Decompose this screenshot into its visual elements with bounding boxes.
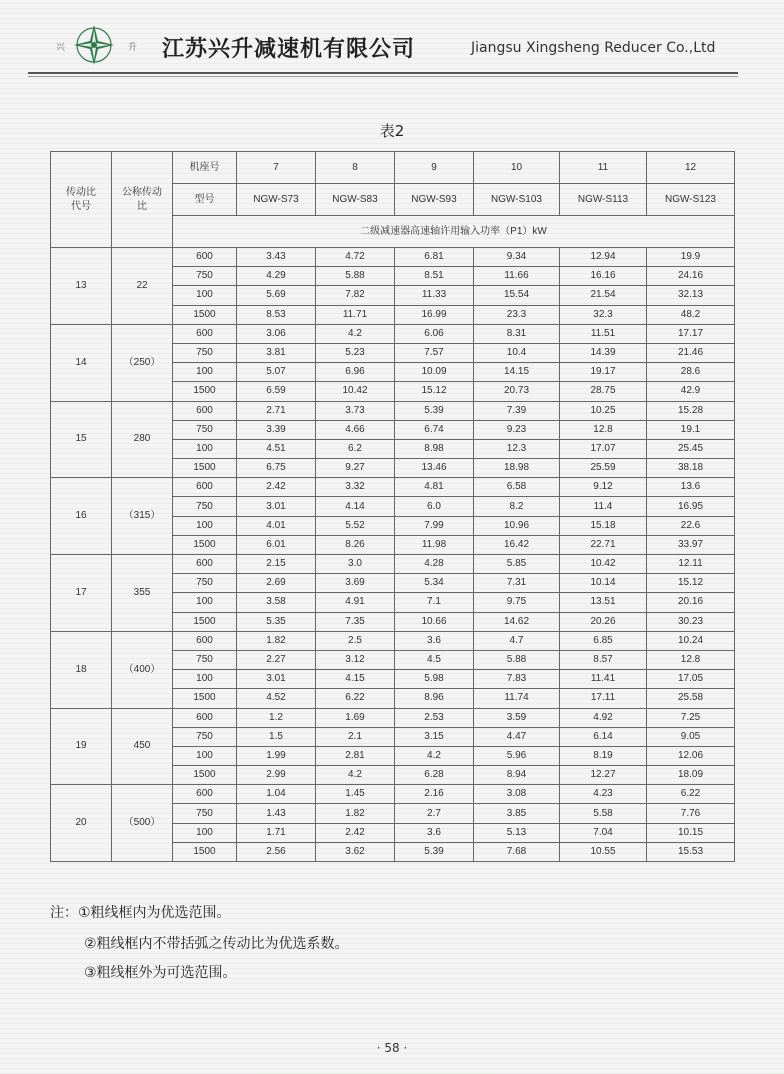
power-value-cell: 9.34 [474, 248, 560, 267]
speed-cell: 600 [173, 248, 237, 267]
power-value-cell: 6.01 [237, 535, 316, 554]
power-value-cell: 12.8 [560, 420, 647, 439]
power-value-cell: 5.58 [560, 804, 647, 823]
power-value-cell: 20.16 [647, 593, 735, 612]
power-value-cell: 2.71 [237, 401, 316, 420]
note-2: ②粗线框内不带括弧之传动比为优选系数。 [84, 936, 349, 952]
model-name: NGW-S123 [647, 184, 735, 216]
power-value-cell: 17.11 [560, 689, 647, 708]
power-value-cell: 11.41 [560, 670, 647, 689]
power-value-cell: 18.09 [647, 766, 735, 785]
power-value-cell: 5.88 [316, 267, 395, 286]
power-value-cell: 18.98 [474, 459, 560, 478]
power-value-cell: 7.1 [395, 593, 474, 612]
power-value-cell: 15.54 [474, 286, 560, 305]
power-value-cell: 8.19 [560, 746, 647, 765]
table-row [51, 555, 735, 574]
power-value-cell: 17.07 [560, 439, 647, 458]
speed-cell: 750 [173, 727, 237, 746]
seat-number: 9 [395, 152, 474, 184]
power-value-cell: 4.2 [316, 324, 395, 343]
power-value-cell: 6.2 [316, 439, 395, 458]
power-value-cell: 6.28 [395, 766, 474, 785]
power-value-cell: 3.59 [474, 708, 560, 727]
logo-char-left: 兴 [56, 43, 66, 53]
seat-number: 11 [560, 152, 647, 184]
power-value-cell: 6.85 [560, 631, 647, 650]
power-value-cell: 20.73 [474, 382, 560, 401]
power-value-cell: 11.51 [560, 324, 647, 343]
nominal-ratio-cell: 355 [112, 555, 173, 632]
power-value-cell: 6.81 [395, 248, 474, 267]
power-value-cell: 13.6 [647, 478, 735, 497]
power-value-cell: 3.15 [395, 727, 474, 746]
power-value-cell: 32.3 [560, 305, 647, 324]
power-value-cell: 3.06 [237, 324, 316, 343]
power-value-cell: 1.71 [237, 823, 316, 842]
power-value-cell: 2.16 [395, 785, 474, 804]
power-value-cell: 5.85 [474, 555, 560, 574]
power-value-cell: 38.18 [647, 459, 735, 478]
power-value-cell: 16.99 [395, 305, 474, 324]
power-value-cell: 6.75 [237, 459, 316, 478]
power-value-cell: 23.3 [474, 305, 560, 324]
power-value-cell: 15.28 [647, 401, 735, 420]
speed-cell: 600 [173, 631, 237, 650]
power-value-cell: 21.46 [647, 343, 735, 362]
power-value-cell: 8.94 [474, 766, 560, 785]
nominal-ratio-cell: （500） [112, 785, 173, 862]
speed-cell: 750 [173, 650, 237, 669]
power-table [50, 151, 735, 862]
power-value-cell: 32.13 [647, 286, 735, 305]
table-row [51, 708, 735, 727]
power-value-cell: 22.6 [647, 516, 735, 535]
power-value-cell: 3.6 [395, 823, 474, 842]
power-value-cell: 11.4 [560, 497, 647, 516]
power-value-cell: 14.15 [474, 363, 560, 382]
power-value-cell: 10.96 [474, 516, 560, 535]
power-value-cell: 1.04 [237, 785, 316, 804]
ratio-code-cell: 19 [51, 708, 112, 785]
power-value-cell: 16.16 [560, 267, 647, 286]
speed-cell: 1500 [173, 766, 237, 785]
power-value-cell: 2.7 [395, 804, 474, 823]
speed-cell: 750 [173, 804, 237, 823]
power-value-cell: 1.99 [237, 746, 316, 765]
table-row [51, 631, 735, 650]
power-value-cell: 48.2 [647, 305, 735, 324]
power-value-cell: 5.52 [316, 516, 395, 535]
power-value-cell: 8.98 [395, 439, 474, 458]
model-name: NGW-S73 [237, 184, 316, 216]
power-value-cell: 1.69 [316, 708, 395, 727]
power-value-cell: 17.05 [647, 670, 735, 689]
power-value-cell: 5.98 [395, 670, 474, 689]
power-value-cell: 12.27 [560, 766, 647, 785]
power-value-cell: 7.57 [395, 343, 474, 362]
speed-cell: 100 [173, 593, 237, 612]
power-value-cell: 3.69 [316, 574, 395, 593]
power-value-cell: 10.15 [647, 823, 735, 842]
power-value-cell: 8.51 [395, 267, 474, 286]
power-value-cell: 7.35 [316, 612, 395, 631]
power-value-cell: 4.91 [316, 593, 395, 612]
page-number: · 58 · [376, 1041, 408, 1055]
nominal-ratio-cell: （400） [112, 631, 173, 708]
power-value-cell: 11.71 [316, 305, 395, 324]
power-value-cell: 8.96 [395, 689, 474, 708]
table-row [51, 401, 735, 420]
power-value-cell: 6.22 [647, 785, 735, 804]
speed-cell: 600 [173, 324, 237, 343]
speed-cell: 600 [173, 401, 237, 420]
power-value-cell: 3.73 [316, 401, 395, 420]
power-value-cell: 5.07 [237, 363, 316, 382]
header-seat-label: 机座号 [173, 152, 237, 184]
power-value-cell: 6.58 [474, 478, 560, 497]
power-value-cell: 5.39 [395, 401, 474, 420]
power-value-cell: 30.23 [647, 612, 735, 631]
power-value-cell: 7.99 [395, 516, 474, 535]
speed-cell: 600 [173, 785, 237, 804]
power-value-cell: 9.27 [316, 459, 395, 478]
power-value-cell: 7.76 [647, 804, 735, 823]
power-value-cell: 21.54 [560, 286, 647, 305]
header-nominal-ratio: 公称传动比 [112, 152, 173, 248]
power-value-cell: 7.68 [474, 842, 560, 861]
header-ratio-code: 传动比代号 [51, 152, 112, 248]
speed-cell: 750 [173, 267, 237, 286]
speed-cell: 1500 [173, 305, 237, 324]
nominal-ratio-cell: 22 [112, 248, 173, 325]
table-title: 表2 [379, 122, 405, 140]
nominal-ratio-cell: 450 [112, 708, 173, 785]
speed-cell: 100 [173, 286, 237, 305]
power-value-cell: 7.83 [474, 670, 560, 689]
speed-cell: 1500 [173, 689, 237, 708]
power-value-cell: 3.12 [316, 650, 395, 669]
power-value-cell: 3.08 [474, 785, 560, 804]
power-value-cell: 7.39 [474, 401, 560, 420]
power-value-cell: 16.95 [647, 497, 735, 516]
nominal-ratio-cell: （250） [112, 324, 173, 401]
power-value-cell: 6.06 [395, 324, 474, 343]
power-value-cell: 2.69 [237, 574, 316, 593]
power-value-cell: 13.51 [560, 593, 647, 612]
power-value-cell: 8.26 [316, 535, 395, 554]
speed-cell: 1500 [173, 535, 237, 554]
speed-cell: 100 [173, 363, 237, 382]
power-value-cell: 15.18 [560, 516, 647, 535]
table-row [51, 478, 735, 497]
header-rule-thin [28, 76, 738, 77]
power-value-cell: 4.29 [237, 267, 316, 286]
power-value-cell: 10.25 [560, 401, 647, 420]
power-value-cell: 3.01 [237, 670, 316, 689]
power-value-cell: 4.81 [395, 478, 474, 497]
speed-cell: 1500 [173, 612, 237, 631]
power-value-cell: 17.17 [647, 324, 735, 343]
ratio-code-cell: 20 [51, 785, 112, 862]
power-value-cell: 12.06 [647, 746, 735, 765]
power-value-cell: 10.42 [560, 555, 647, 574]
power-value-cell: 5.23 [316, 343, 395, 362]
power-value-cell: 2.27 [237, 650, 316, 669]
power-value-cell: 9.05 [647, 727, 735, 746]
power-value-cell: 10.42 [316, 382, 395, 401]
power-value-cell: 9.23 [474, 420, 560, 439]
power-value-cell: 12.94 [560, 248, 647, 267]
power-value-cell: 2.99 [237, 766, 316, 785]
power-value-cell: 42.9 [647, 382, 735, 401]
speed-cell: 100 [173, 823, 237, 842]
speed-cell: 750 [173, 420, 237, 439]
power-value-cell: 9.12 [560, 478, 647, 497]
power-value-cell: 2.53 [395, 708, 474, 727]
power-value-cell: 3.6 [395, 631, 474, 650]
note-1: 注：①粗线框内为优选范围。 [50, 905, 231, 921]
power-value-cell: 3.01 [237, 497, 316, 516]
power-value-cell: 3.58 [237, 593, 316, 612]
model-name: NGW-S93 [395, 184, 474, 216]
power-value-cell: 3.0 [316, 555, 395, 574]
power-value-cell: 25.58 [647, 689, 735, 708]
power-value-cell: 2.5 [316, 631, 395, 650]
power-value-cell: 7.31 [474, 574, 560, 593]
power-value-cell: 7.82 [316, 286, 395, 305]
power-value-cell: 8.53 [237, 305, 316, 324]
power-value-cell: 12.8 [647, 650, 735, 669]
power-value-cell: 4.7 [474, 631, 560, 650]
power-value-cell: 3.32 [316, 478, 395, 497]
nominal-ratio-cell: 280 [112, 401, 173, 478]
logo-char-right: 升 [128, 43, 138, 53]
power-value-cell: 6.59 [237, 382, 316, 401]
power-value-cell: 2.81 [316, 746, 395, 765]
power-value-cell: 10.24 [647, 631, 735, 650]
power-value-cell: 14.39 [560, 343, 647, 362]
power-value-cell: 2.56 [237, 842, 316, 861]
power-value-cell: 2.42 [316, 823, 395, 842]
header-model-label: 型号 [173, 184, 237, 216]
power-value-cell: 6.0 [395, 497, 474, 516]
table-row [51, 785, 735, 804]
power-value-cell: 1.43 [237, 804, 316, 823]
power-value-cell: 11.66 [474, 267, 560, 286]
power-value-cell: 3.62 [316, 842, 395, 861]
power-value-cell: 25.45 [647, 439, 735, 458]
power-value-cell: 4.2 [395, 746, 474, 765]
header-rule [28, 72, 738, 74]
power-value-cell: 2.15 [237, 555, 316, 574]
power-value-cell: 12.3 [474, 439, 560, 458]
power-value-cell: 1.45 [316, 785, 395, 804]
power-value-cell: 11.98 [395, 535, 474, 554]
speed-cell: 750 [173, 574, 237, 593]
power-value-cell: 4.5 [395, 650, 474, 669]
power-value-cell: 24.16 [647, 267, 735, 286]
power-value-cell: 5.69 [237, 286, 316, 305]
power-value-cell: 4.92 [560, 708, 647, 727]
power-value-cell: 10.09 [395, 363, 474, 382]
power-value-cell: 4.01 [237, 516, 316, 535]
speed-cell: 600 [173, 478, 237, 497]
power-value-cell: 3.85 [474, 804, 560, 823]
power-value-cell: 9.75 [474, 593, 560, 612]
power-value-cell: 28.6 [647, 363, 735, 382]
power-value-cell: 5.96 [474, 746, 560, 765]
power-value-cell: 5.88 [474, 650, 560, 669]
power-value-cell: 8.57 [560, 650, 647, 669]
power-value-cell: 4.23 [560, 785, 647, 804]
power-value-cell: 8.31 [474, 324, 560, 343]
power-value-cell: 4.28 [395, 555, 474, 574]
speed-cell: 600 [173, 708, 237, 727]
seat-number: 10 [474, 152, 560, 184]
power-value-cell: 11.74 [474, 689, 560, 708]
speed-cell: 100 [173, 516, 237, 535]
power-value-cell: 33.97 [647, 535, 735, 554]
power-value-cell: 3.43 [237, 248, 316, 267]
power-value-cell: 19.9 [647, 248, 735, 267]
power-value-cell: 1.5 [237, 727, 316, 746]
power-value-cell: 12.11 [647, 555, 735, 574]
power-value-cell: 6.14 [560, 727, 647, 746]
power-value-cell: 4.2 [316, 766, 395, 785]
power-value-cell: 4.14 [316, 497, 395, 516]
table-row [51, 248, 735, 267]
power-value-cell: 6.96 [316, 363, 395, 382]
power-value-cell: 3.39 [237, 420, 316, 439]
power-value-cell: 14.62 [474, 612, 560, 631]
speed-cell: 1500 [173, 842, 237, 861]
power-value-cell: 11.33 [395, 286, 474, 305]
seat-number: 8 [316, 152, 395, 184]
power-value-cell: 5.13 [474, 823, 560, 842]
power-value-cell: 6.74 [395, 420, 474, 439]
power-value-cell: 4.72 [316, 248, 395, 267]
power-value-cell: 6.22 [316, 689, 395, 708]
power-value-cell: 19.17 [560, 363, 647, 382]
model-name: NGW-S83 [316, 184, 395, 216]
power-value-cell: 4.51 [237, 439, 316, 458]
power-value-cell: 16.42 [474, 535, 560, 554]
power-value-cell: 4.47 [474, 727, 560, 746]
power-value-cell: 1.82 [316, 804, 395, 823]
power-value-cell: 7.04 [560, 823, 647, 842]
power-value-cell: 4.52 [237, 689, 316, 708]
power-value-cell: 8.2 [474, 497, 560, 516]
ratio-code-cell: 18 [51, 631, 112, 708]
power-value-cell: 20.26 [560, 612, 647, 631]
power-value-cell: 4.66 [316, 420, 395, 439]
ratio-code-cell: 17 [51, 555, 112, 632]
note-3: ③粗线框外为可选范围。 [84, 965, 237, 981]
power-value-cell: 22.71 [560, 535, 647, 554]
speed-cell: 1500 [173, 382, 237, 401]
speed-cell: 750 [173, 497, 237, 516]
speed-cell: 100 [173, 439, 237, 458]
company-name-en: Jiangsu Xingsheng Reducer Co.,Ltd [471, 40, 716, 56]
power-value-cell: 2.1 [316, 727, 395, 746]
power-value-cell: 4.15 [316, 670, 395, 689]
power-value-cell: 1.82 [237, 631, 316, 650]
power-value-cell: 3.81 [237, 343, 316, 362]
speed-cell: 600 [173, 555, 237, 574]
speed-cell: 100 [173, 670, 237, 689]
company-name-cn: 江苏兴升减速机有限公司 [162, 37, 416, 62]
power-value-cell: 25.59 [560, 459, 647, 478]
power-value-cell: 2.42 [237, 478, 316, 497]
model-name: NGW-S113 [560, 184, 647, 216]
power-value-cell: 10.66 [395, 612, 474, 631]
ratio-code-cell: 13 [51, 248, 112, 325]
power-value-cell: 15.53 [647, 842, 735, 861]
model-name: NGW-S103 [474, 184, 560, 216]
power-value-cell: 10.4 [474, 343, 560, 362]
ratio-code-cell: 14 [51, 324, 112, 401]
power-value-cell: 10.14 [560, 574, 647, 593]
power-value-cell: 5.35 [237, 612, 316, 631]
speed-cell: 100 [173, 746, 237, 765]
table-row [51, 324, 735, 343]
nominal-ratio-cell: （315） [112, 478, 173, 555]
power-value-cell: 10.55 [560, 842, 647, 861]
ratio-code-cell: 15 [51, 401, 112, 478]
ratio-code-cell: 16 [51, 478, 112, 555]
speed-cell: 1500 [173, 459, 237, 478]
power-value-cell: 15.12 [647, 574, 735, 593]
table-subtitle: 二级减速器高速轴许用输入功率（P1）kW [173, 216, 735, 248]
power-value-cell: 7.25 [647, 708, 735, 727]
company-logo [54, 22, 134, 68]
power-value-cell: 5.34 [395, 574, 474, 593]
speed-cell: 750 [173, 343, 237, 362]
power-value-cell: 13.46 [395, 459, 474, 478]
seat-number: 7 [237, 152, 316, 184]
power-value-cell: 28.75 [560, 382, 647, 401]
power-value-cell: 15.12 [395, 382, 474, 401]
power-value-cell: 5.39 [395, 842, 474, 861]
power-value-cell: 1.2 [237, 708, 316, 727]
power-value-cell: 19.1 [647, 420, 735, 439]
seat-number: 12 [647, 152, 735, 184]
